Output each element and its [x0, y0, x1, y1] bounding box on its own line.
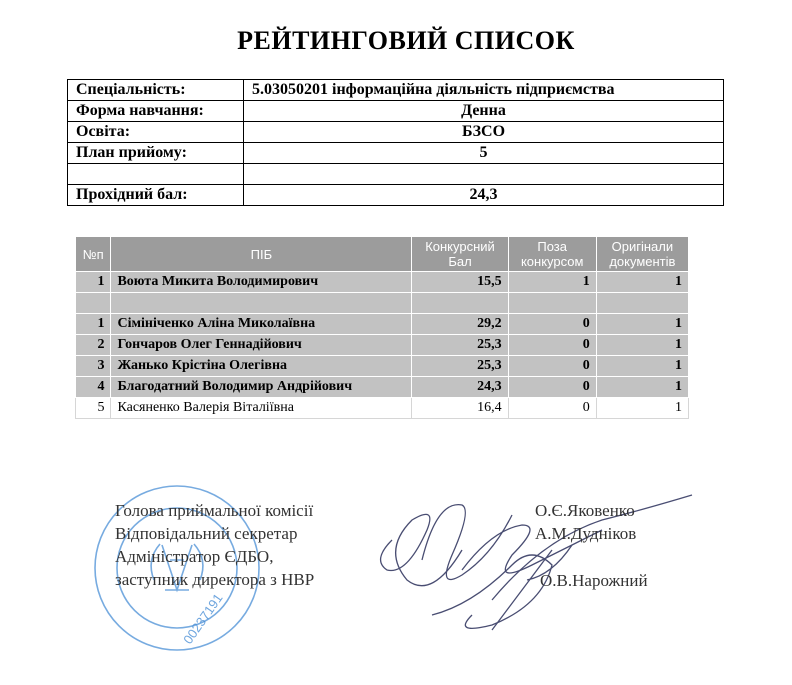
table-separator-row — [76, 293, 689, 314]
role-line: Адміністратор ЄДБО, — [115, 547, 274, 566]
cell-score: 25,3 — [412, 356, 508, 377]
header-outside-competition: Поза конкурсом — [508, 237, 596, 272]
info-label: Форма навчання: — [68, 101, 244, 122]
info-value: 24,3 — [244, 185, 724, 206]
header-score: Конкурсний Бал — [412, 237, 508, 272]
header-originals: Оригінали документів — [596, 237, 688, 272]
info-row-study-form — [68, 101, 724, 122]
info-value: 5.03050201 інформаційна діяльність підприємства — [244, 80, 724, 101]
info-row-admission-plan — [68, 143, 724, 164]
cell-number: 4 — [76, 377, 111, 398]
cell-name: Сімініченко Аліна Миколаївна — [111, 314, 412, 335]
cell-originals: 1 — [596, 272, 688, 293]
info-value: БЗСО — [244, 122, 724, 143]
cell-number: 1 — [76, 314, 111, 335]
cell-outside: 0 — [508, 335, 596, 356]
info-label: Освіта: — [68, 122, 244, 143]
table-row — [76, 272, 689, 293]
table-row — [76, 335, 689, 356]
cell-originals: 1 — [596, 335, 688, 356]
cell-name: Гончаров Олег Геннадійович — [111, 335, 412, 356]
cell-score: 25,3 — [412, 335, 508, 356]
cell-number: 5 — [76, 398, 111, 419]
cell-originals: 1 — [596, 377, 688, 398]
ranking-table — [75, 236, 689, 419]
cell-originals: 1 — [596, 314, 688, 335]
cell-name: Воюта Микита Володимирович — [111, 272, 412, 293]
cell-outside: 0 — [508, 377, 596, 398]
info-value: Денна — [244, 101, 724, 122]
cell-originals: 1 — [596, 356, 688, 377]
table-row — [76, 377, 689, 398]
table-row — [76, 314, 689, 335]
signatures-block — [72, 440, 712, 685]
cell-number: 2 — [76, 335, 111, 356]
cell-name: Жанько Крістіна Олегівна — [111, 356, 412, 377]
info-label: План прийому: — [68, 143, 244, 164]
info-value — [244, 164, 724, 185]
cell-score: 24,3 — [412, 377, 508, 398]
document-title: РЕЙТИНГОВИЙ СПИСОК — [237, 26, 575, 55]
info-label: Спеціальність: — [68, 80, 244, 101]
header-number: №п — [76, 237, 111, 272]
role-line: Відповідальний секретар — [115, 524, 298, 543]
table-header-row — [76, 237, 689, 272]
role-line: заступник директора з НВР — [115, 570, 315, 589]
signature-name: О.Є.Яковенко — [535, 501, 635, 520]
info-row-passing-score — [68, 185, 724, 206]
cell-outside: 0 — [508, 356, 596, 377]
cell-score: 29,2 — [412, 314, 508, 335]
table-row — [76, 398, 689, 419]
stamp-code: 00237191 — [180, 590, 226, 647]
role-line: Голова приймальної комісії — [115, 501, 314, 520]
cell-outside: 1 — [508, 272, 596, 293]
signature-name: О.В.Нарожний — [540, 571, 648, 590]
info-row-specialty — [68, 80, 724, 101]
cell-score: 15,5 — [412, 272, 508, 293]
cell-number: 3 — [76, 356, 111, 377]
info-label: Прохідний бал: — [68, 185, 244, 206]
signature-name: А.М.Дудніков — [535, 524, 637, 543]
info-row-empty — [68, 164, 724, 185]
cell-number: 1 — [76, 272, 111, 293]
cell-outside: 0 — [508, 398, 596, 419]
info-value: 5 — [244, 143, 724, 164]
cell-originals: 1 — [596, 398, 688, 419]
cell-score: 16,4 — [412, 398, 508, 419]
specialty-info-table — [67, 79, 724, 206]
cell-name: Благодатний Володимир Андрійович — [111, 377, 412, 398]
table-row — [76, 356, 689, 377]
cell-outside: 0 — [508, 314, 596, 335]
info-row-education — [68, 122, 724, 143]
cell-name: Касяненко Валерія Віталіївна — [111, 398, 412, 419]
signature-roles — [115, 499, 314, 591]
header-name: ПІБ — [111, 237, 412, 272]
info-label — [68, 164, 244, 185]
